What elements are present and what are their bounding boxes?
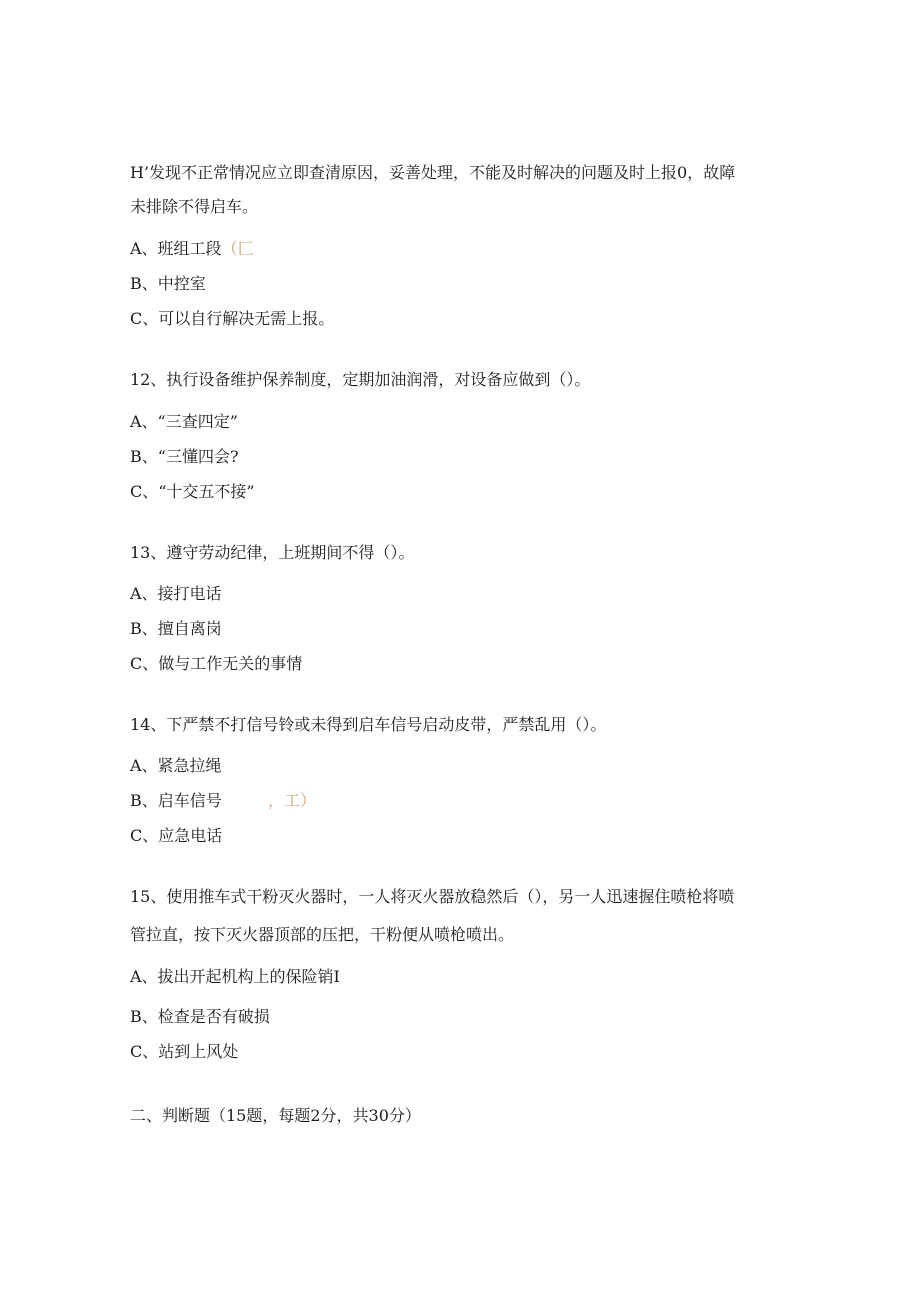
q14-option-b: B、启车信号 [130, 791, 222, 810]
q11-option-a-text: A、班组工段 [130, 239, 222, 258]
q14-stem: 14、下严禁不打信号铃或未得到启车信号启动皮带，严禁乱用（）。 [130, 715, 607, 734]
q11-stem-line2: 未排除不得启车。 [130, 197, 259, 216]
q14-option-c: C、应急电话 [130, 826, 223, 845]
q11-option-a-mark: （匚 [221, 239, 254, 258]
q12-option-a: A、“三查四定” [130, 412, 238, 431]
q12-option-b: B、“三懂四会? [130, 447, 239, 466]
q15-option-c: C、站到上风处 [130, 1042, 239, 1061]
q11-option-c: C、可以自行解决无需上报。 [130, 309, 335, 328]
q15-option-a: A、拔出开起机构上的保险销I [130, 967, 340, 986]
q11-option-a [130, 239, 254, 259]
q11-stem-line1: H’发现不正常情况应立即查清原因，妥善处理，不能及时解决的问题及时上报0，故障 [130, 163, 736, 182]
q11-option-b: B、中控室 [130, 274, 206, 293]
q15-stem-line2: 管拉直，按下灭火器顶部的压把，干粉便从喷枪喷出。 [130, 925, 515, 944]
q13-option-c: C、做与工作无关的事情 [130, 654, 303, 673]
q13-stem: 13、遵守劳动纪律，上班期间不得（）。 [130, 543, 415, 562]
q12-stem: 12、执行设备维护保养制度，定期加油润滑，对设备应做到（）。 [130, 370, 591, 389]
q14-option-a: A、紧急拉绳 [130, 756, 222, 775]
q13-option-b: B、擅自离岗 [130, 619, 222, 638]
section2-heading: 二、判断题（15题，每题2分，共30分） [130, 1106, 421, 1125]
q13-option-a: A、接打电话 [130, 584, 222, 603]
q14-option-b-mark: ，工） [268, 791, 317, 810]
q15-option-b: B、检查是否有破损 [130, 1007, 270, 1026]
q12-option-c: C、“十交五不接” [130, 482, 255, 501]
q15-stem-line1: 15、使用推车式干粉灭火器时，一人将灭火器放稳然后（），另一人迅速握住喷枪将喷 [130, 887, 735, 906]
